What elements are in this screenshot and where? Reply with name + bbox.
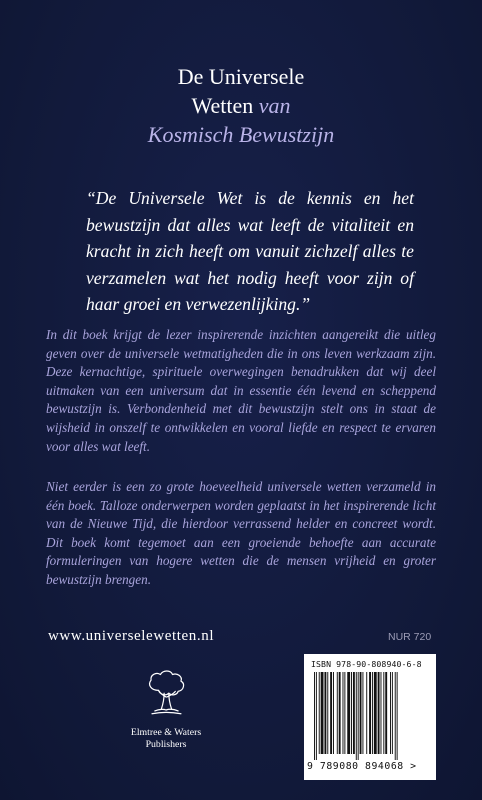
title-line-3: Kosmisch Bewustzijn — [147, 122, 335, 147]
barcode-bar — [356, 672, 357, 760]
barcode-bar — [385, 672, 387, 754]
barcode-bar — [395, 672, 396, 760]
barcode-bar — [343, 672, 344, 754]
barcode-bar — [339, 672, 341, 754]
barcode-number: 9 789080 894068 > — [307, 761, 417, 772]
publisher-subtitle: Publishers — [145, 738, 187, 750]
barcode-bar — [397, 672, 398, 760]
barcode-bar — [381, 672, 382, 754]
barcode-bar — [390, 672, 391, 754]
publisher-name: Elmtree & Waters — [130, 727, 202, 738]
website-url: www.universelewetten.nl — [48, 628, 215, 644]
title-line-1: De Universele — [177, 64, 305, 89]
barcode-icon — [314, 672, 429, 760]
barcode-bar — [347, 672, 350, 754]
barcode-bar — [358, 672, 359, 760]
barcode-bar — [333, 672, 334, 754]
barcode-bar — [337, 672, 338, 754]
description-paragraph-1: In dit boek krijgt de lezer inspirerende inzichten aangereikt die uitleg geven over de universele wetmatigheden die in ons leven werkzaam zijn. Deze kernachtige, spirituele overwegingen benadrukken dat wij deel uitmaken van een universum dat in essentie één levend en scheppend bewustzijn is. Verbondenheid met dit bewustzijn stelt ons in staat de wijsheid in onszelf te ontwikkelen en vooral liefde en respect te ervaren voor alles wat leeft. — [46, 327, 436, 454]
barcode-bar — [351, 672, 352, 754]
barcode-bar — [316, 672, 317, 760]
title-word-wetten: Wetten — [191, 93, 254, 118]
tree-icon — [138, 668, 194, 724]
barcode-bar — [319, 672, 320, 754]
barcode-bar — [353, 672, 355, 754]
title-word-van: van — [258, 93, 291, 118]
barcode-bar — [330, 672, 332, 754]
barcode-bar — [314, 672, 315, 760]
barcode-bar — [327, 672, 328, 754]
barcode-bar — [369, 672, 371, 754]
barcode-bar — [344, 672, 345, 754]
barcode-bar — [378, 672, 380, 754]
barcode-bar — [374, 672, 377, 754]
title-line-2 — [0, 91, 482, 120]
barcode-bar — [362, 672, 363, 754]
publisher-logo — [118, 668, 214, 750]
barcode-bar — [366, 672, 367, 754]
barcode-bar — [392, 672, 393, 754]
barcode-bar — [324, 672, 326, 754]
isbn-barcode — [304, 654, 436, 780]
barcode-bar — [360, 672, 362, 754]
barcode-bar — [383, 672, 384, 754]
barcode-bar — [321, 672, 324, 754]
isbn-label: ISBN 978-90-808940-6-8 — [311, 659, 422, 669]
description-paragraph-2: Niet eerder is een zo grote hoeveelheid universele wetten verzameld in één boek. Talloze onderwerpen worden geplaatst in het inspirerende licht van de Nieuwe Tijd, die hierdoor verrassend helder en concreet wordt. Dit boek komt tegemoet aan een groeiende behoefte aan accurate formuleringen van hogere wetten die de mensen vrijheid en groter bewustzijn brengen. — [46, 479, 436, 587]
book-title — [0, 62, 482, 149]
barcode-bar — [372, 672, 373, 754]
featured-quote: “De Universele Wet is de kennis en het bewustzijn dat alles wat leeft de vitaliteit en kracht in zich heeft om vanuit zichzelf alles te verzamelen wat het nodig heeft voor zijn of haar groei en verwezenlijking.” — [86, 188, 414, 314]
nur-code: NUR 720 — [388, 631, 432, 643]
